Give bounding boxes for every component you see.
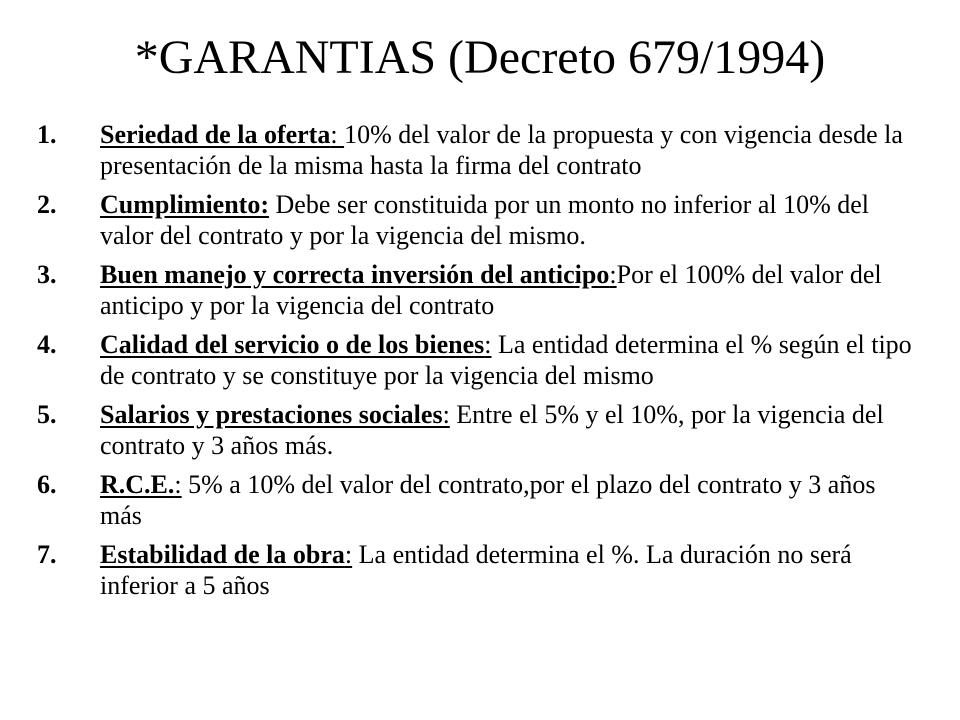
list-item [0,259,920,321]
item-heading: Estabilidad de la obra [100,540,345,569]
item-number: 4. [37,330,57,359]
list-item [0,539,920,601]
item-heading: Calidad del servicio o de los bienes [100,330,485,359]
item-text: 5% a 10% del valor del contrato,por el plazo del contrato y 3 años más [100,470,876,530]
item-heading: R.C.E. [100,470,175,499]
item-separator: : [609,260,617,289]
item-number: 5. [37,400,57,429]
item-number: 7. [37,540,57,569]
item-number: 2. [37,190,57,219]
item-heading: Seriedad de la oferta [100,120,331,149]
list-item [0,399,920,461]
slide-title: *GARANTIAS (Decreto 679/1994) [134,31,826,84]
item-separator: : [330,120,345,149]
item-text: Por el 100% del valor del anticipo y por la vigencia del contrato [100,260,882,320]
item-number: 3. [37,260,57,289]
item-text: La entidad determina el %. La duración no será inferior a 5 años [100,540,852,600]
item-text: Debe ser constituida por un monto no inferior al 10% del valor del contrato y por la vigencia del mismo. [100,190,870,250]
item-text: La entidad determina el % según el tipo de contrato y se constituye por la vigencia del mismo [100,330,912,390]
item-separator: : [442,400,450,429]
item-heading: Buen manejo y correcta inversión del anticipo [100,260,610,289]
item-number: 1. [37,120,57,149]
item-separator: : [174,470,182,499]
guarantee-list [0,119,960,609]
item-heading: Cumplimiento: [100,190,269,219]
list-item [0,469,920,531]
item-number: 6. [37,470,57,499]
item-separator: : [344,540,353,569]
list-item [0,329,920,391]
item-text: Entre el 5% y el 10%, por la vigencia del contrato y 3 años más. [100,400,884,460]
item-separator: : [484,330,492,359]
list-item [0,119,920,181]
list-item [0,189,920,251]
item-text: 10% del valor de la propuesta y con vigencia desde la presentación de la misma hasta la firma del contrato [100,120,903,180]
item-heading: Salarios y prestaciones sociales [100,400,443,429]
